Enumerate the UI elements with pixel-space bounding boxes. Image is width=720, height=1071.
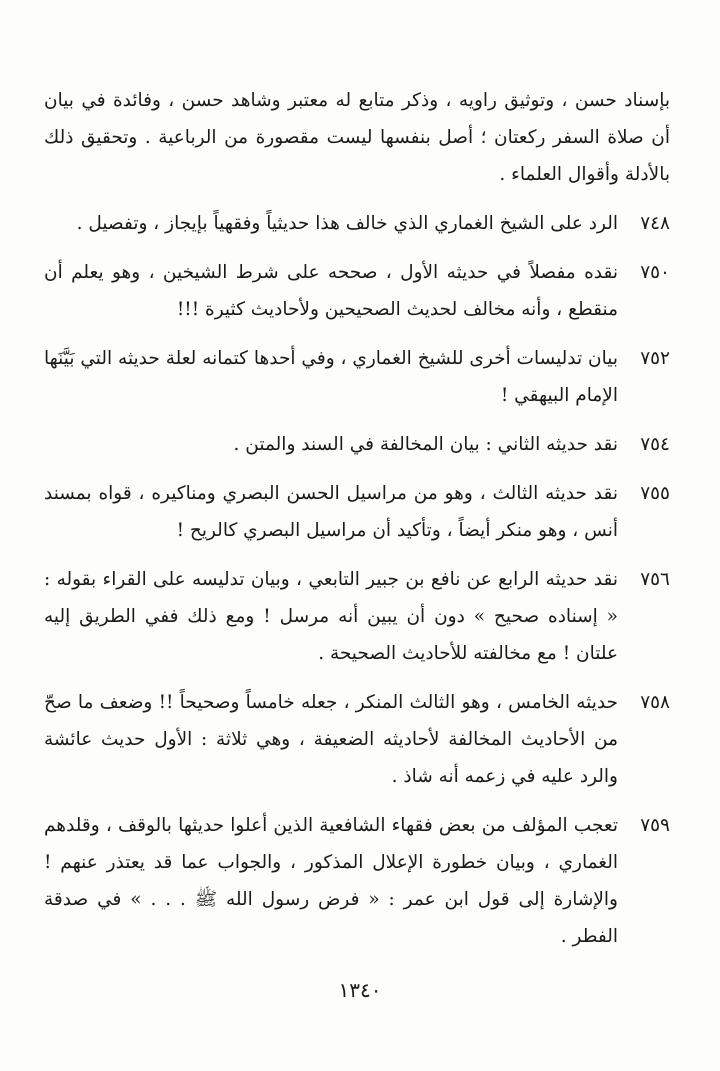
entry-item <box>44 684 670 795</box>
entry-number: ٧٥٥ <box>640 483 670 504</box>
entry-item <box>44 475 670 549</box>
entry-number: ٧٥٨ <box>640 692 670 713</box>
intro-paragraph: بإسناد حسن ، وتوثيق راويه ، وذكر متابع له معتبر وشاهد حسن ، وفائدة في بيان أن صلاة السفر ركعتان ؛ أصل بنفسها ليست مقصورة من الرباعية . وتحقيق ذلك بالأدلة وأقوال العلماء . <box>44 90 670 185</box>
entry-text: بيان تدليسات أخرى للشيخ الغماري ، وفي أحدها كتمانه لعلة حديثه التي بَيَّنَها الإمام البيهقي ! <box>44 348 618 406</box>
entry-text: تعجب المؤلف من بعض فقهاء الشافعية الذين أعلوا حديثها بالوقف ، وقلدهم الغماري ، وبيان خطورة الإعلال المذكور ، والجواب عما قد يعتذر عنهم ! والإشارة إلى قول ابن عمر : « فرض رسول الله ﷺ . . . » في صدقة الفطر . <box>44 815 618 947</box>
entry-item <box>44 561 670 672</box>
entry-number: ٧٥٢ <box>640 348 670 369</box>
entry-text: نقد حديثه الثاني : بيان المخالفة في السند والمتن . <box>233 434 618 455</box>
entry-text: حديثه الخامس ، وهو الثالث المنكر ، جعله خامساً وصحيحاً !! وضعف ما صحّ من الأحاديث المخالفة لأحاديثه الضعيفة ، وهي ثلاثة : الأول حديث عائشة والرد عليه في زعمه أنه شاذ . <box>44 692 618 787</box>
entry-number: ٧٥٩ <box>640 815 670 836</box>
entry-text: نقد حديثه الرابع عن نافع بن جبير التابعي ، وبيان تدليسه على القراء بقوله : « إسناده صحيح » دون أن يبين أنه مرسل ! ومع ذلك ففي الطريق إليه علتان ! مع مخالفته للأحاديث الصحيحة . <box>44 569 618 664</box>
entry-item <box>44 340 670 414</box>
entry-text: نقده مفصلاً في حديثه الأول ، صححه على شرط الشيخين ، وهو يعلم أن منقطع ، وأنه مخالف لحديث الصحيحين ولأحاديث كثيرة !!! <box>44 262 618 320</box>
entry-number: ٧٥٦ <box>640 569 670 590</box>
entry-number: ٧٥٠ <box>640 262 670 283</box>
entry-item <box>44 426 670 463</box>
entry-item <box>44 807 670 955</box>
entry-number: ٧٥٤ <box>640 434 670 455</box>
entry-text: نقد حديثه الثالث ، وهو من مراسيل الحسن البصري ومناكيره ، قواه بمسند أنس ، وهو منكر أيضاً ، وتأكيد أن مراسيل البصري كالريح ! <box>44 483 618 541</box>
entry-text: الرد على الشيخ الغماري الذي خالف هذا حديثياً وفقهياً بإيجاز ، وتفصيل . <box>76 213 618 234</box>
entry-number: ٧٤٨ <box>640 213 670 234</box>
entry-item <box>44 254 670 328</box>
index-content <box>44 82 670 967</box>
entry-list <box>44 205 670 955</box>
page-number: ١٣٤٠ <box>338 978 382 1002</box>
entry-item <box>44 205 670 242</box>
